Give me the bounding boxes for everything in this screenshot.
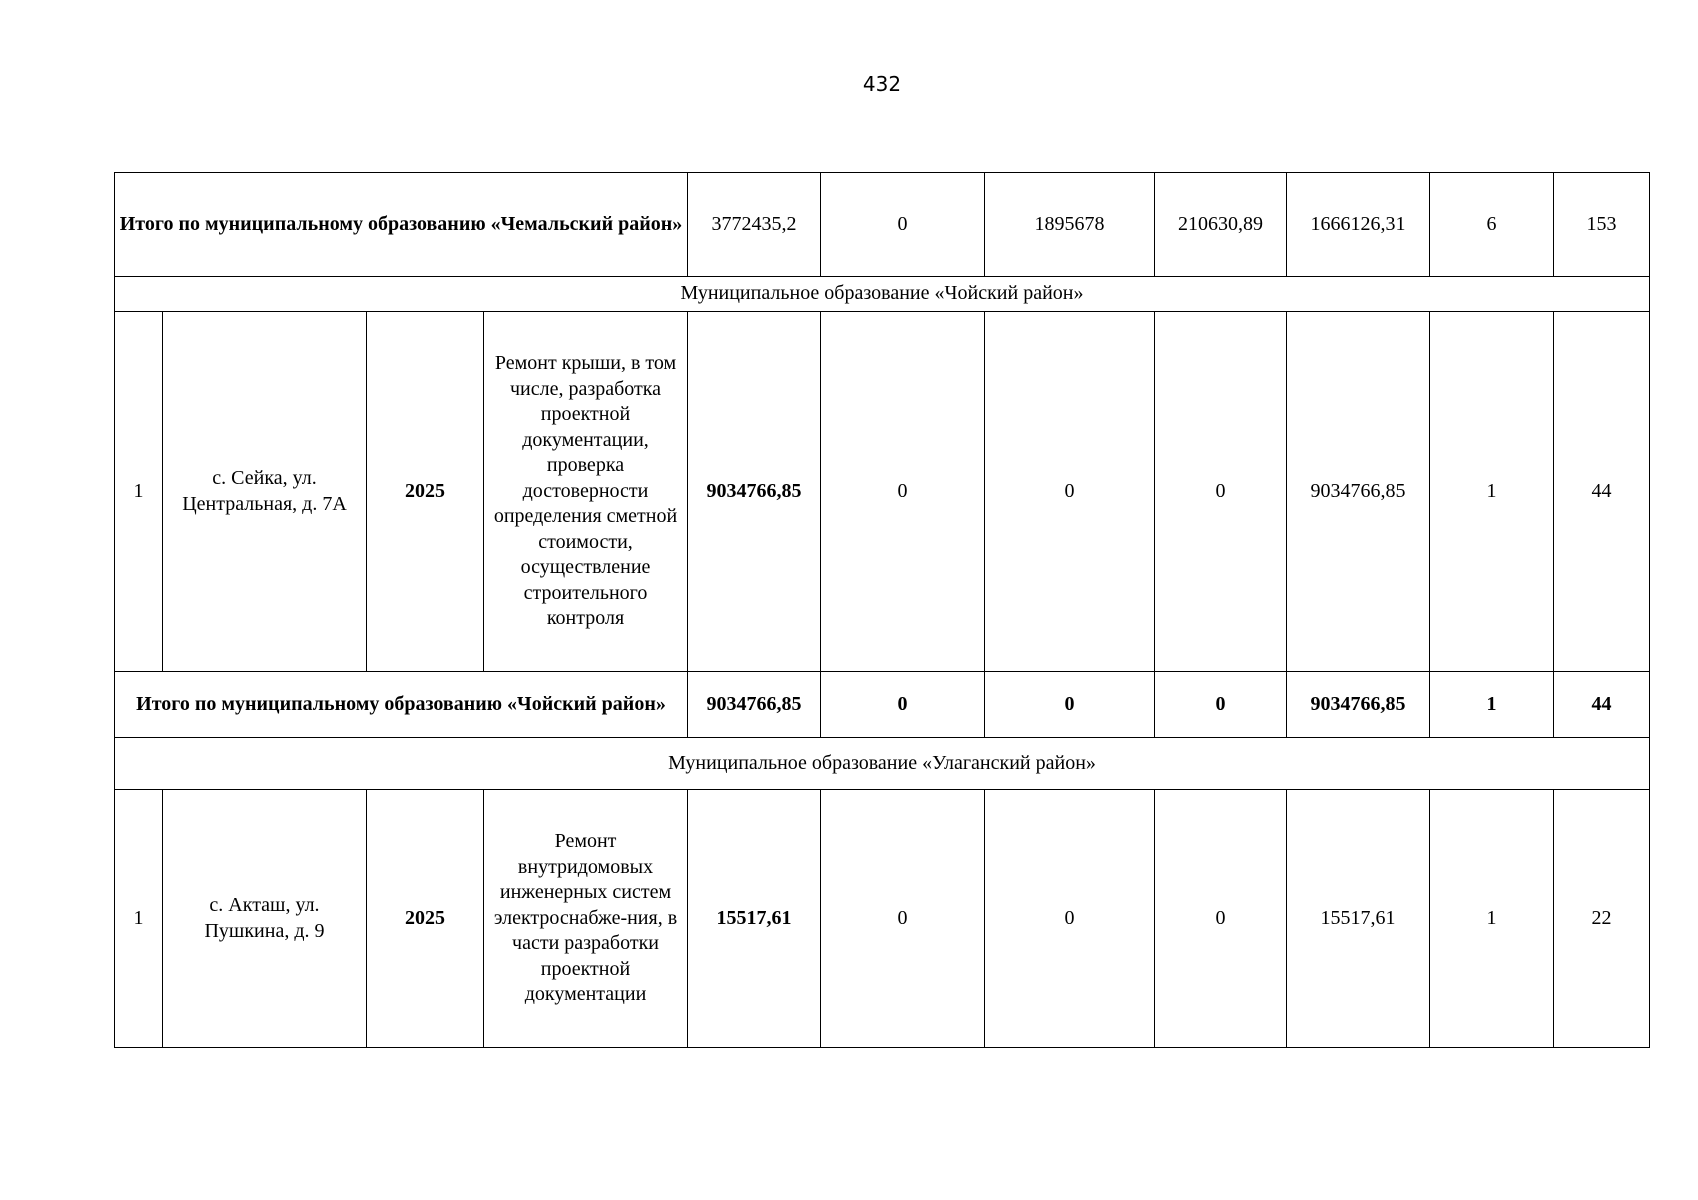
item-work-description: Ремонт крыши, в том числе, разработка проектной документации, проверка достоверности определения сметной стоимости, осуществление строительного контроля (484, 312, 688, 672)
repair-program-table (114, 172, 1650, 1048)
local-budget-value: 0 (1155, 672, 1287, 738)
local-budget-value: 0 (1155, 312, 1287, 672)
item-number: 1 (115, 790, 163, 1048)
item-work-description: Ремонт внутридомовых инженерных систем электроснабже-ния, в части разработки проектной документации (484, 790, 688, 1048)
item-number: 1 (115, 312, 163, 672)
residents-count: 153 (1554, 173, 1650, 277)
houses-count: 6 (1430, 173, 1554, 277)
item-year: 2025 (367, 312, 484, 672)
total-cost: 3772435,2 (688, 173, 821, 277)
region-budget-value: 1895678 (985, 173, 1155, 277)
total-label: Итого по муниципальному образованию «Чойский район» (115, 672, 688, 738)
region-budget-value: 0 (985, 672, 1155, 738)
page-number: 432 (862, 72, 902, 96)
table-row-choy-item (115, 312, 1650, 672)
local-budget-value: 0 (1155, 790, 1287, 1048)
table-row-choy-total (115, 672, 1650, 738)
table-row-chemal-total (115, 173, 1650, 277)
table-row-ulagan-header (115, 738, 1650, 790)
table-row-choy-header (115, 277, 1650, 312)
total-label: Итого по муниципальному образованию «Чемальский район» (115, 173, 688, 277)
local-budget-value: 210630,89 (1155, 173, 1287, 277)
owners-funds-value: 9034766,85 (1287, 312, 1430, 672)
houses-count: 1 (1430, 672, 1554, 738)
residents-count: 44 (1554, 672, 1650, 738)
fund-fz-value: 0 (821, 312, 985, 672)
item-address: с. Сейка, ул. Центральная, д. 7А (163, 312, 367, 672)
residents-count: 22 (1554, 790, 1650, 1048)
fund-fz-value: 0 (821, 790, 985, 1048)
houses-count: 1 (1430, 312, 1554, 672)
owners-funds-value: 9034766,85 (1287, 672, 1430, 738)
total-cost: 9034766,85 (688, 672, 821, 738)
fund-fz-value: 0 (821, 173, 985, 277)
owners-funds-value: 15517,61 (1287, 790, 1430, 1048)
region-budget-value: 0 (985, 790, 1155, 1048)
section-header: Муниципальное образование «Улаганский район» (115, 738, 1650, 790)
item-year: 2025 (367, 790, 484, 1048)
section-header: Муниципальное образование «Чойский район» (115, 277, 1650, 312)
region-budget-value: 0 (985, 312, 1155, 672)
residents-count: 44 (1554, 312, 1650, 672)
total-cost: 15517,61 (688, 790, 821, 1048)
owners-funds-value: 1666126,31 (1287, 173, 1430, 277)
table-row-ulagan-item (115, 790, 1650, 1048)
fund-fz-value: 0 (821, 672, 985, 738)
item-address: с. Акташ, ул. Пушкина, д. 9 (163, 790, 367, 1048)
total-cost: 9034766,85 (688, 312, 821, 672)
houses-count: 1 (1430, 790, 1554, 1048)
